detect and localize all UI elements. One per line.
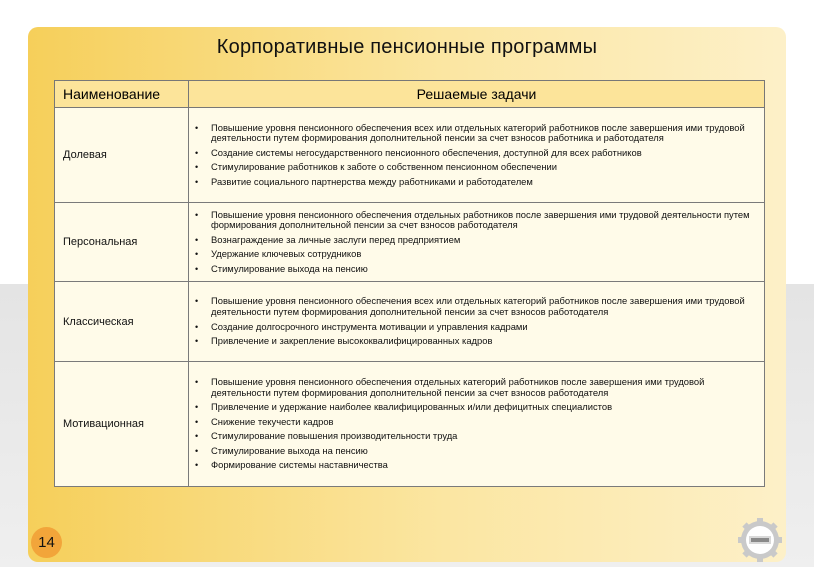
page-number: 14 [31, 527, 62, 558]
program-tasks [189, 203, 765, 282]
table-row [55, 108, 765, 203]
programs-table [54, 80, 765, 487]
program-tasks [189, 362, 765, 487]
task-item: • Удержание ключевых сотрудников [191, 249, 758, 260]
program-name: Персональная [55, 203, 189, 282]
slide-title: Корпоративные пенсионные программы [216, 36, 598, 58]
task-item: • Повышение уровня пенсионного обеспечения отдельных категорий работников после завершения ими трудовой деятельности путем формирования дополнительной пенсии за счет взносов работодателя [191, 377, 758, 398]
task-item: • Вознаграждение за личные заслуги перед предприятием [191, 235, 758, 246]
task-item: • Привлечение и удержание наиболее квалифицированных и/или дефицитных специалистов [191, 402, 758, 413]
program-name: Долевая [55, 108, 189, 203]
program-tasks [189, 282, 765, 362]
table-row [55, 282, 765, 362]
task-item: • Создание системы негосударственного пенсионного обеспечения, доступной для всех работников [191, 148, 758, 159]
task-item: • Стимулирование повышения производительности труда [191, 431, 758, 442]
task-item: • Создание долгосрочного инструмента мотивации и управления кадрами [191, 322, 758, 333]
program-name: Мотивационная [55, 362, 189, 487]
task-item: • Стимулирование выхода на пенсию [191, 446, 758, 457]
task-item: • Стимулирование выхода на пенсию [191, 264, 758, 275]
task-item: • Стимулирование работников к заботе о собственном пенсионном обеспечении [191, 162, 758, 173]
table-row [55, 203, 765, 282]
program-tasks [189, 108, 765, 203]
task-item: • Привлечение и закрепление высококвалифицированных кадров [191, 336, 758, 347]
task-item: • Повышение уровня пенсионного обеспечения всех или отдельных категорий работников после завершения ими трудовой деятельности путем формирования дополнительной пенсии за счет взносов работника и работодателя [191, 123, 758, 144]
task-item: • Снижение текучести кадров [191, 417, 758, 428]
header-tasks: Решаемые задачи [189, 81, 765, 108]
gear-logo-icon [737, 517, 783, 563]
task-item: • Повышение уровня пенсионного обеспечения отдельных работников после завершения ими трудовой деятельности путем формирования дополнительной пенсии за счет взносов работодателя [191, 210, 758, 231]
task-item: • Развитие социального партнерства между работниками и работодателем [191, 177, 758, 188]
task-item: • Повышение уровня пенсионного обеспечения всех или отдельных категорий работников после завершения ими трудовой деятельности путем формирования дополнительной пенсии за счет взносов работодателя [191, 296, 758, 317]
program-name: Классическая [55, 282, 189, 362]
table-header-row [55, 81, 765, 108]
task-item: • Формирование системы наставничества [191, 460, 758, 471]
table-row [55, 362, 765, 487]
header-name: Наименование [55, 81, 189, 108]
